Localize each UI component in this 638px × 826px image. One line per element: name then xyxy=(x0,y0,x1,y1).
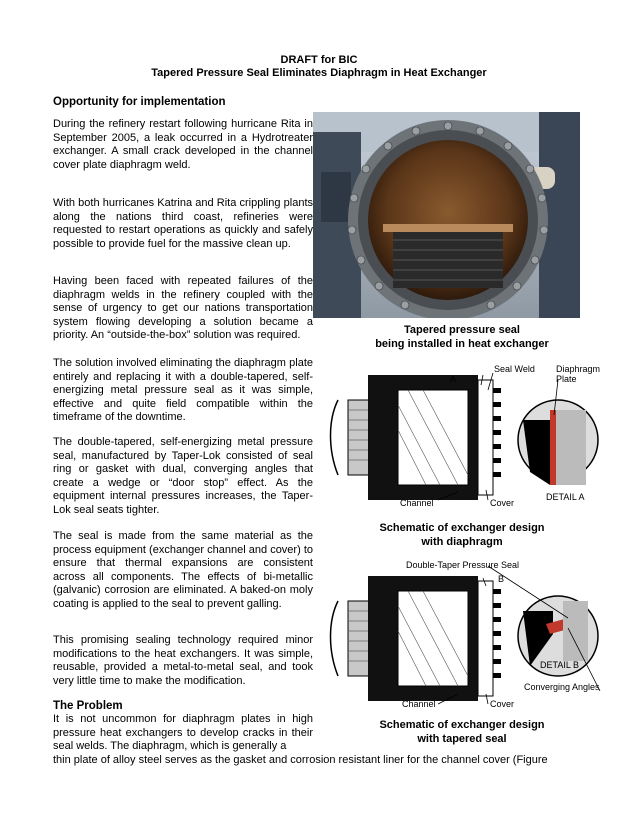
label-double-taper-seal: Double-Taper Pressure Seal xyxy=(406,560,520,570)
paragraph-7: This promising sealing technology required minor modifications to the heat exchangers. It was simple, reusable, provided a metal-to-metal seal, and took very little time to make the modification. xyxy=(53,634,313,687)
schematic1-caption-line2: with diaphragm xyxy=(421,536,503,548)
schematic-tapered-seal xyxy=(318,556,618,714)
schematic2-caption-line1: Schematic of exchanger design xyxy=(379,719,545,731)
problem-continuation: thin plate of alloy steel serves as the gasket and corrosion resistant liner for the channel cover (Figure xyxy=(53,754,548,766)
label-channel: Channel xyxy=(400,498,434,508)
label-cover: Cover xyxy=(490,498,515,508)
label-detail-a: DETAIL A xyxy=(546,492,585,502)
document-title: Tapered Pressure Seal Eliminates Diaphragm in Heat Exchanger xyxy=(151,67,487,79)
paragraph-3: Having been faced with repeated failures of the diaphragm welds in the refinery coupled with the sense of urgency to get our nations transportation system flowing developing a solution became a priority. An “outside-the-box” solution was required. xyxy=(53,275,313,342)
paragraph-2: With both hurricanes Katrina and Rita crippling plants along the nations third coast, refineries were requested to restart operations as quickly and safely possible to provide fuel for the massive clean up. xyxy=(53,197,313,250)
photo-caption-line1: Tapered pressure seal xyxy=(404,324,520,336)
paragraph-6: The seal is made from the same material as the process equipment (exchanger channel and cover) to ensure that thermal expansions are consistent across all components. The effects of bi-metallic (galvanic) corrosion are eliminated. A baked-on moly coating is applied to the seal to prevent galling. xyxy=(53,530,313,610)
label-a: A xyxy=(450,374,457,384)
label-diaphragm: Diaphragm xyxy=(556,364,601,374)
section-heading-problem: The Problem xyxy=(53,700,123,712)
heat-exchanger-photo xyxy=(313,112,580,318)
label-cover-2: Cover xyxy=(490,699,515,709)
label-converging-angles: Converging Angles xyxy=(524,682,600,692)
draft-label: DRAFT for BIC xyxy=(280,54,358,66)
label-detail-b: DETAIL B xyxy=(540,660,580,670)
schematic2-caption-line2: with tapered seal xyxy=(417,733,507,745)
photo-caption-line2: being installed in heat exchanger xyxy=(375,338,549,350)
problem-paragraph: It is not uncommon for diaphragm plates in high pressure heat exchangers to develop cracks in their seal welds. The diaphragm, which is generally a xyxy=(53,713,313,753)
section-heading-opportunity: Opportunity for implementation xyxy=(53,96,226,108)
label-b: B xyxy=(498,574,505,584)
paragraph-1: During the refinery restart following hurricane Rita in September 2005, a leak occurred in a Hydrotreater exchanger. A small crack developed in the channel cover plate diaphragm weld. xyxy=(53,118,313,171)
schematic-diaphragm xyxy=(318,360,618,515)
label-channel-2: Channel xyxy=(402,699,436,709)
label-plate: Plate xyxy=(556,374,577,384)
paragraph-4: The solution involved eliminating the diaphragm plate entirely and replacing it with a double-tapered, self-energizing metal pressure seal as it was simple, effective and quite field compatible within the timeframe of the downtime. xyxy=(53,357,313,424)
label-seal-weld: Seal Weld xyxy=(494,364,535,374)
paragraph-5: The double-tapered, self-energizing metal pressure seal, manufactured by Taper-Lok consisted of seal ring or gasket with dual, converging angles that create a wedge or “door stop” effect. As the equipment internal pressures increases, the Taper-Lok seal seats tighter. xyxy=(53,436,313,516)
schematic1-caption-line1: Schematic of exchanger design xyxy=(379,522,545,534)
